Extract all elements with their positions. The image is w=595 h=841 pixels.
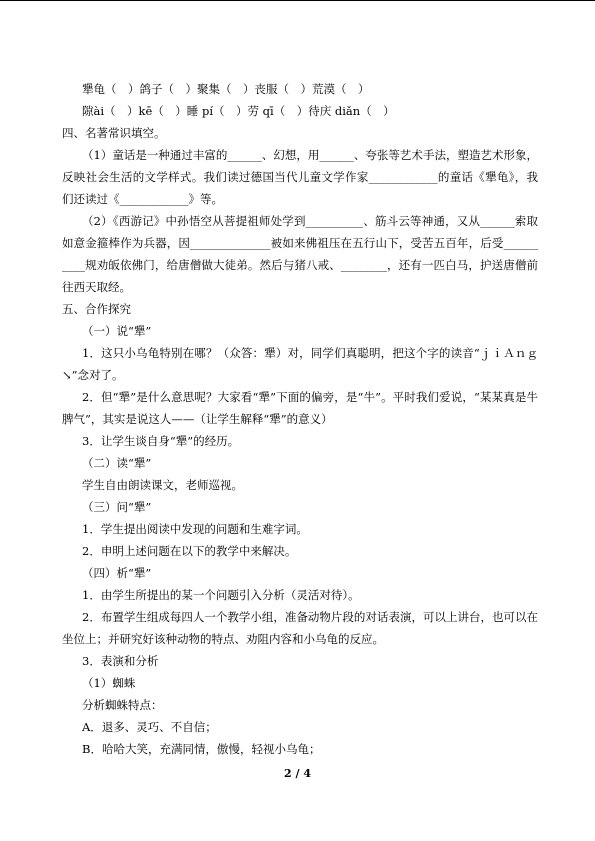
paragraph-fairy-tale: （1）童话是一种通过丰富的______、幻想，用______、夸张等艺术手法，塑造艺术形象，反映社会生活的文学样式。我们读过德国当代儿童文学作家____________的童话《犟龟》，我们还读过《____________》等。 — [62, 148, 538, 206]
page-number: 2 / 4 — [284, 767, 311, 780]
subheading-read: （二）读“犟” — [82, 456, 152, 470]
text-spider-heading: （1）蜘蛛 — [82, 676, 136, 690]
text-trait-a: A．退多、灵巧、不自信； — [82, 720, 217, 734]
paragraph-analyze-2: 2．布置学生组成每四人一个教学小组，准备动物片段的对话表演，可以上讲台，也可以在坐位上；并研究好该种动物的特点、劝阻内容和小乌龟的反应。 — [62, 610, 538, 646]
text-spider-traits: 分析蜘蛛特点： — [82, 698, 163, 712]
text-line-1: 犟龟（ ）鸽子（ ）聚集（ ）丧服（ ）荒漠（ ） — [82, 82, 370, 96]
text-analyze-1: 1．由学生所提出的某一个问题引入分析（灵活对待）。 — [82, 588, 360, 602]
text-analyze-3: 3．表演和分析 — [82, 654, 159, 668]
paragraph-journey-west: （2）《西游记》中孙悟空从菩提祖师处学到__________、筋斗云等神通，又从______索取如意金箍棒作为兵器，因______________被如来佛祖压在五行山下，受苦五百年，后受__________规劝皈依佛门，给唐僧做大徒弟。然后与猪八戒、________，还有一匹白马，护送唐僧前往西天取经。 — [62, 214, 538, 294]
text-line-2: 隙ài（ ）kē（ ）睡 pí（ ）劳 qī（ ）待庆 diǎn（ ） — [82, 104, 395, 118]
text-trait-b: B．哈哈大笑，充满同情，傲慢，轻视小乌龟； — [82, 742, 321, 756]
document-body — [62, 78, 538, 760]
section-heading-5: 五、合作探究 — [62, 302, 131, 316]
text-item-3: 3．让学生谈自身“犟”的经历。 — [82, 434, 240, 448]
subheading-say: （一）说“犟” — [82, 324, 152, 338]
paragraph-item-2: 2．但“犟”是什么意思呢？大家看“犟”下面的偏旁，是“牛”。平时我们爱说，“某某真是牛脾气”，其实是说这人——（让学生解释“犟”的意义） — [62, 390, 538, 426]
text-ask-1: 1．学生提出阅读中发现的问题和生难字词。 — [82, 522, 308, 536]
subheading-analyze: （四）析“犟” — [82, 566, 152, 580]
paragraph-item-1: 1．这只小乌龟特别在哪？（众答：犟）对，同学们真聪明，把这个字的读音“ｊｉＡｎｇ↘”念对了。 — [62, 346, 538, 382]
subheading-ask: （三）问“犟” — [82, 500, 152, 514]
top-border — [0, 0, 595, 1]
text-free-reading: 学生自由朗读课文，老师巡视。 — [82, 478, 243, 492]
section-heading-4: 四、名著常识填空。 — [62, 126, 166, 140]
text-ask-2: 2．申明上述问题在以下的教学中来解决。 — [82, 544, 297, 558]
